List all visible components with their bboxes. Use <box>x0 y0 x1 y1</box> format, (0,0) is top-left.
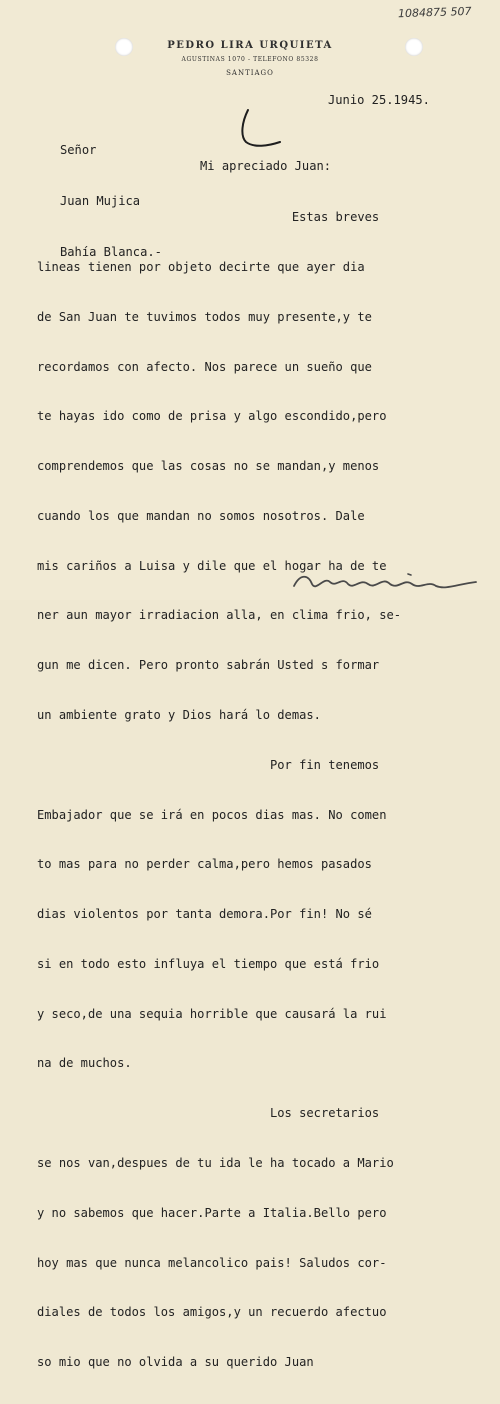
body-line: de San Juan te tuvimos todos muy presente,y te <box>37 309 372 324</box>
body-line: ner aun mayor irradiacion alla, en clima frio, se- <box>37 608 402 623</box>
salutation: Mi apreciado Juan: <box>200 159 332 173</box>
addressee-name: Juan Mujica <box>60 194 141 208</box>
body-line: si en todo esto influya el tiempo que está frio <box>37 956 380 971</box>
body-line: comprendemos que las cosas no se mandan,y menos <box>37 459 380 474</box>
body-line: Por fin tenemos <box>37 757 380 772</box>
body-line: to mas para no perder calma,pero hemos pasados <box>37 857 372 872</box>
letter-body <box>37 176 401 1404</box>
body-line: se nos van,despues de tu ida le ha tocado a Mario <box>37 1156 394 1171</box>
body-line: na de muchos. <box>37 1056 132 1071</box>
body-line: diales de todos los amigos,y un recuerdo afectuo <box>37 1305 387 1320</box>
letterhead-city: SANTIAGO <box>226 69 274 77</box>
body-line: dias violentos por tanta demora.Por fin! No sé <box>37 907 372 922</box>
body-line: mis cariños a Luisa y dile que el hogar ha de te <box>37 558 387 573</box>
body-line: Los secretarios <box>37 1106 380 1121</box>
letterhead <box>0 40 500 77</box>
archive-number: 1084875 507 <box>397 4 472 21</box>
body-line: Embajador que se irá en pocos dias mas. No comen <box>37 807 387 822</box>
letterhead-address: AGUSTINAS 1070 - TELEFONO 85328 <box>181 56 319 63</box>
body-line: lineas tienen por objeto decirte que ayer dia <box>37 259 365 274</box>
addressee-title: Señor <box>60 143 97 157</box>
body-line: y no sabemos que hacer.Parte a Italia.Bello pero <box>37 1205 387 1220</box>
letterhead-name: PEDRO LIRA URQUIETA <box>167 40 333 51</box>
body-line: recordamos con afecto. Nos parece un sueño que <box>37 359 372 374</box>
body-line: hoy mas que nunca melancolico pais! Saludos cor- <box>37 1255 387 1270</box>
body-line: cuando los que mandan no somos nosotros. Dale <box>37 508 365 523</box>
body-line: Estas breves <box>37 210 380 225</box>
body-line: so mio que no olvida a su querido Juan <box>37 1355 314 1370</box>
letter-date: Junio 25.1945. <box>328 93 430 107</box>
handwritten-signature-icon <box>290 566 480 596</box>
body-line: y seco,de una sequia horrible que causará la rui <box>37 1006 387 1021</box>
body-line: un ambiente grato y Dios hará lo demas. <box>37 708 321 722</box>
body-line: te hayas ido como de prisa y algo escondido,pero <box>37 409 387 424</box>
addressee-city: Bahía Blanca.- <box>60 245 162 259</box>
handwritten-mark-icon <box>238 108 282 150</box>
body-line: gun me dicen. Pero pronto sabrán Usted s formar <box>37 658 380 673</box>
